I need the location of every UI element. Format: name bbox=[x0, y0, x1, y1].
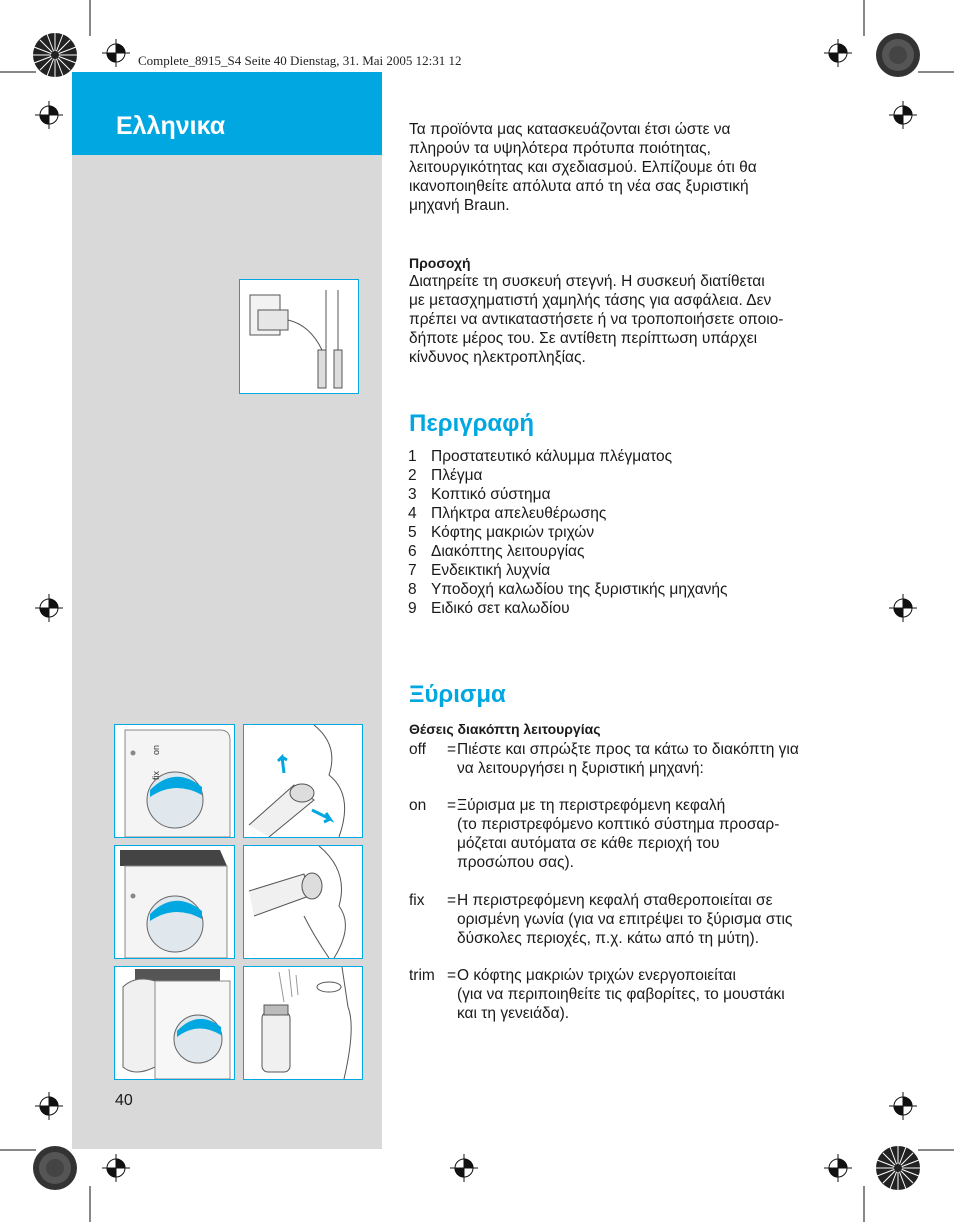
position-fix: fix = Η περιστρεφόμενη κεφαλή σταθεροποιείται σε ορισμένη γωνία (για να επιτρέψει το ξύρισμα στις δύσκολες περιοχές, π.χ. κάτω από τη μύτη). bbox=[409, 892, 793, 947]
warning-line: με μετασχηματιστή χαμηλής τάσης για ασφάλεια. Δεν bbox=[409, 292, 772, 309]
list-item: 1 Προστατευτικό κάλυμμα πλέγματος bbox=[408, 448, 673, 465]
intro-line: μηχανή Braun. bbox=[409, 197, 510, 214]
list-item: 9 Ειδικό σετ καλωδίου bbox=[408, 600, 570, 617]
illustration-switch-fix bbox=[114, 845, 235, 959]
switch-positions-title: Θέσεις διακόπτη λειτουργίας bbox=[409, 721, 601, 737]
warning-line: Διατηρείτε τη συσκευή στεγνή. Η συσκευή διατίθεται bbox=[409, 273, 765, 290]
plug-drawing bbox=[240, 280, 358, 393]
illustration-switch-on bbox=[114, 724, 235, 838]
list-item: 2 Πλέγμα bbox=[408, 467, 483, 484]
position-on: on = Ξύρισμα με τη περιστρεφόμενη κεφαλή (το περιστρεφόμενο κοπτικό σύστημα προσαρ- μόζεται αυτόματα σε κάθε περιοχή του προσώπου σας). bbox=[409, 797, 780, 871]
intro-line: πληρούν τα υψηλότερα πρότυπα ποιότητας, bbox=[409, 140, 711, 157]
intro-line: λειτουργικότητας και σχεδιασμού. Ελπίζουμε ότι θα bbox=[409, 159, 757, 176]
list-item: 5 Κόφτης μακριών τριχών bbox=[408, 524, 595, 541]
warning-line: δήποτε μέρος του. Σε αντίθετη περίπτωση υπάρχει bbox=[409, 330, 758, 347]
illustration-plug bbox=[239, 279, 359, 394]
warning-title: Προσοχή bbox=[409, 255, 471, 271]
switch-label-fix: fix bbox=[151, 771, 161, 780]
warning-line: κίνδυνος ηλεκτροπληξίας. bbox=[409, 349, 586, 366]
shaving-heading: Ξύρισμα bbox=[409, 681, 506, 708]
warning-paragraph bbox=[409, 272, 839, 367]
list-item: 8 Υποδοχή καλωδίου της ξυριστικής μηχανής bbox=[408, 581, 728, 598]
warning-line: πρέπει να αντικαταστήσετε ή να τροποποιήσετε οποιο- bbox=[409, 311, 784, 328]
intro-paragraph bbox=[409, 120, 829, 215]
list-item: 3 Κοπτικό σύστημα bbox=[408, 486, 551, 503]
position-off: off = Πιέστε και σπρώξτε προς τα κάτω το διακόπτη για να λειτουργήσει η ξυριστική μηχανή: bbox=[409, 741, 799, 777]
illustration-switch-trim bbox=[114, 966, 235, 1080]
position-trim: trim = Ο κόφτης μακριών τριχών ενεργοποιείται (για να περιποιηθείτε τις φαβορίτες, το μουστάκι και τη γενειάδα). bbox=[409, 967, 785, 1022]
illustration-trimming-sideburns bbox=[243, 966, 363, 1080]
switch-label-on: on bbox=[151, 744, 161, 755]
intro-line: Τα προϊόντα μας κατασκευάζονται έτσι ώστε να bbox=[409, 121, 731, 138]
illustration-shaving-chin bbox=[243, 845, 363, 959]
list-item: 4 Πλήκτρα απελευθέρωσης bbox=[408, 505, 607, 522]
list-item: 7 Ενδεικτική λυχνία bbox=[408, 562, 551, 579]
language-title: Ελληνικα bbox=[116, 112, 226, 140]
running-head: Complete_8915_S4 Seite 40 Dienstag, 31. Mai 2005 12:31 12 bbox=[138, 53, 462, 68]
intro-line: ικανοποιηθείτε απόλυτα από τη νέα σας ξυριστική bbox=[409, 178, 749, 195]
description-heading: Περιγραφή bbox=[409, 410, 535, 437]
description-list bbox=[408, 447, 728, 618]
illustration-shaving-neck bbox=[243, 724, 363, 838]
page-number: 40 bbox=[115, 1092, 133, 1109]
list-item: 6 Διακόπτης λειτουργίας bbox=[408, 543, 585, 560]
